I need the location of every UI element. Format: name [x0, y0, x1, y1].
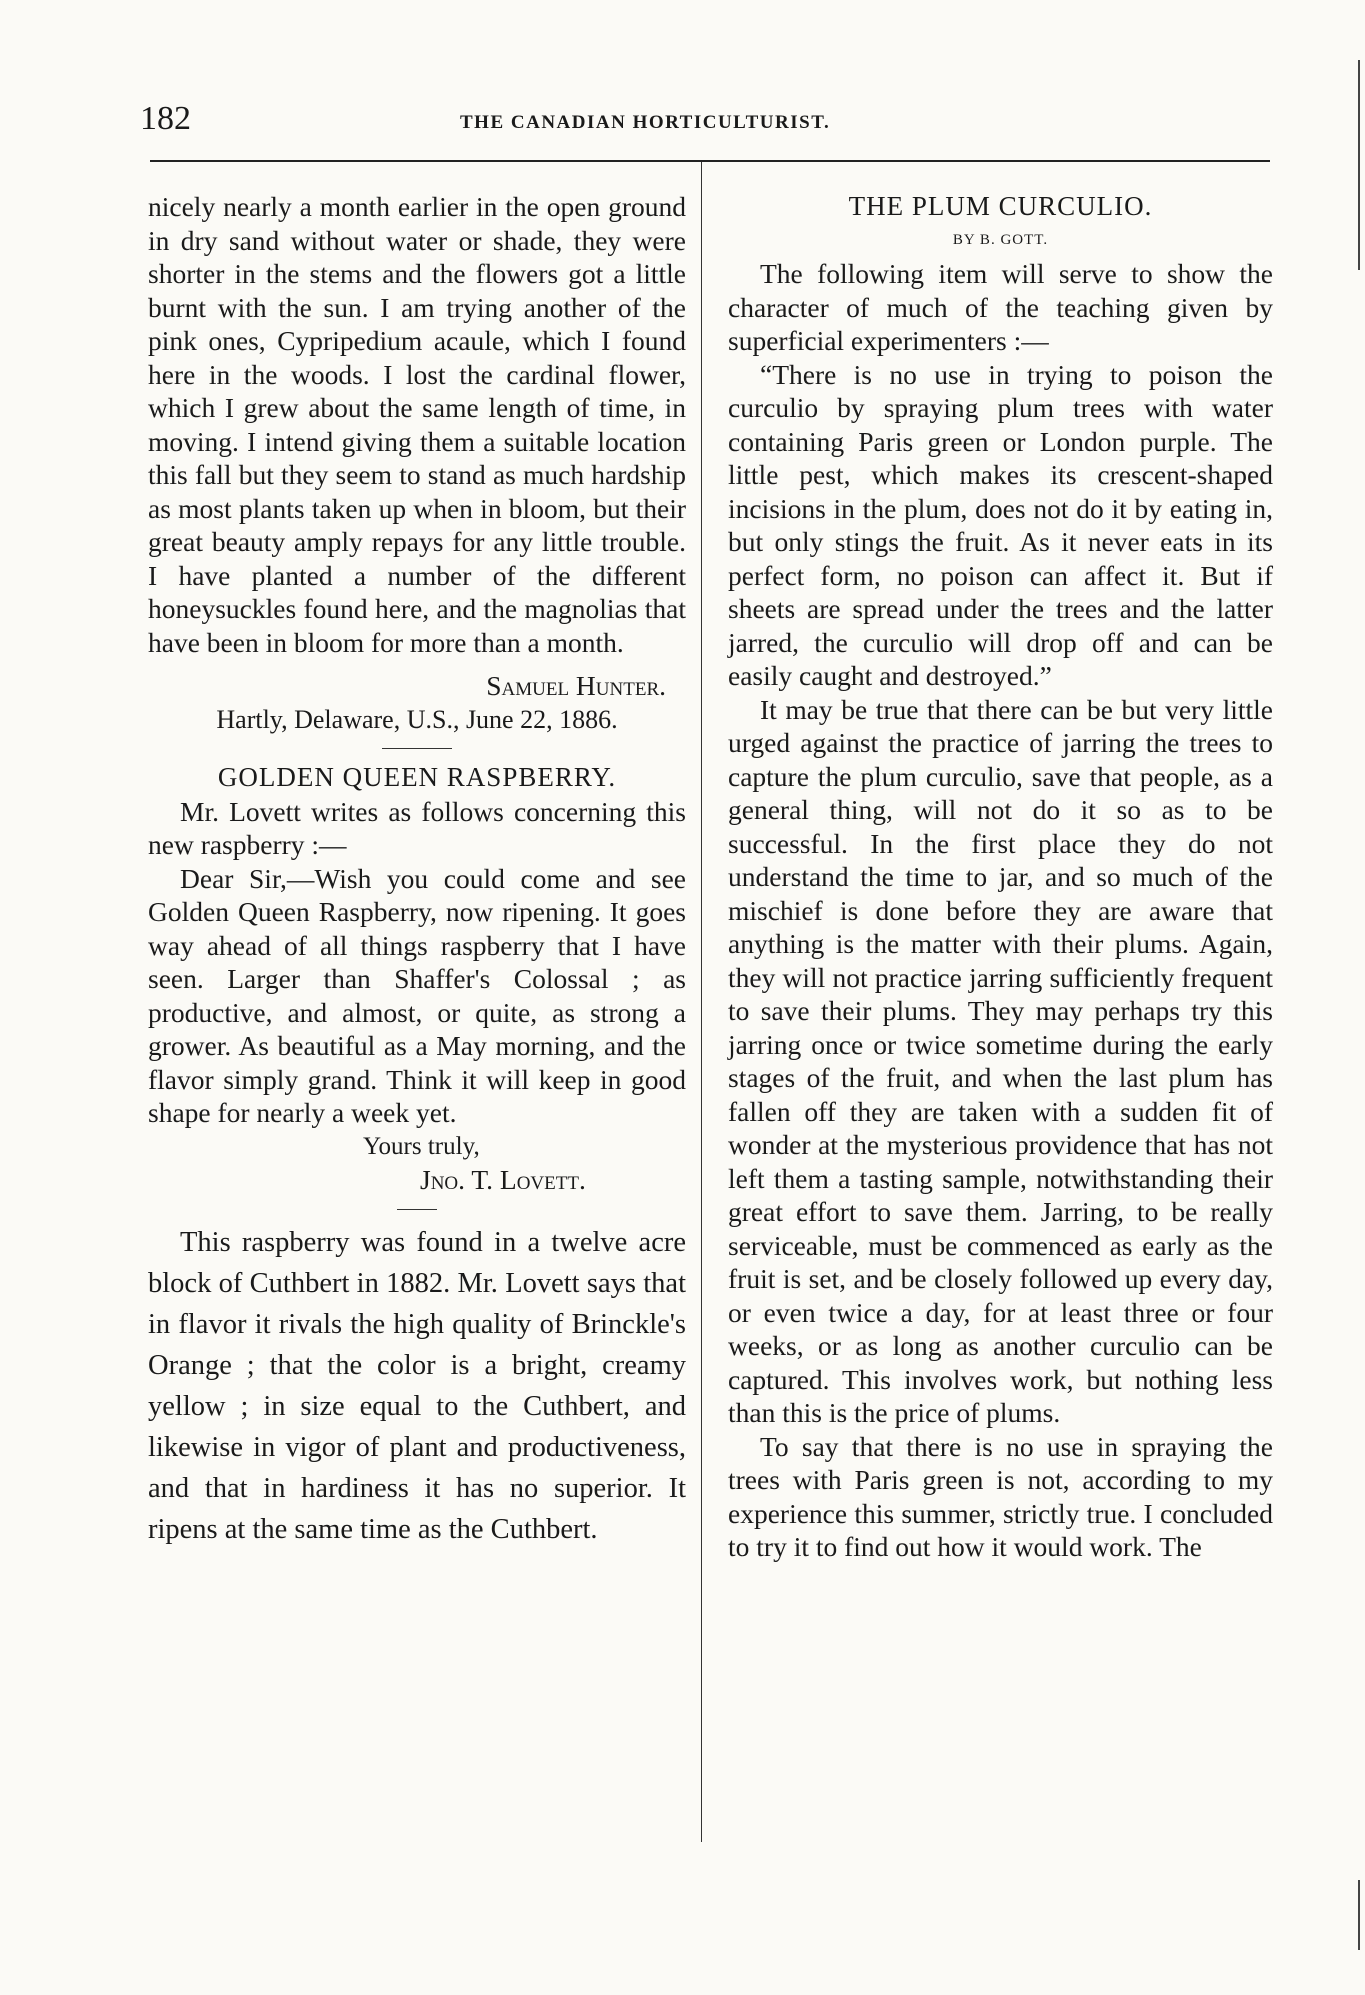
author-signature: Samuel Hunter. [486, 670, 666, 701]
paragraph: This raspberry was found in a twelve acre block of Cuthbert in 1882. Mr. Lovett says that in flavor it rivals the high quality of Brinckle's Orange ; that the color is a bright, creamy yellow ; in size equal to the Cuthbert, and likewise in vigor of plant and productiveness, and that in hardiness it has no superior. It ripens at the same time as the Cuthbert. [148, 1226, 686, 1545]
letter-signature: Jno. T. Lovett. [420, 1164, 586, 1195]
letter-body: Dear Sir,—Wish you could come and see Golden Queen Raspberry, now ripening. It goes way ahead of all things raspberry that I have seen. Larger than Shaffer's Colossal ; as productive, and almost, or quite, as strong a grower. As beautiful as a May morning, and the flavor simply grand. Think it will keep in good shape for nearly a week yet. [148, 862, 686, 1128]
section-rule [382, 748, 452, 749]
header-rule [150, 160, 1270, 162]
paragraph: To say that there is no use in spraying the trees with Paris green is not, according to my experience this summer, strictly true. I concluded to try it to find out how it would work. The [728, 1430, 1273, 1562]
paragraph: Mr. Lovett writes as follows concerning this new raspberry :— [148, 795, 686, 860]
running-title: THE CANADIAN HORTICULTURIST. [460, 112, 831, 133]
article-heading: THE PLUM CURCULIO. [848, 191, 1153, 221]
place-date-line: Hartly, Delaware, U.S., June 22, 1886. [216, 704, 618, 734]
paragraph: It may be true that there can be but very little urged against the practice of jarring the trees to capture the plum curculio, save that people, as a general thing, will not do it so as to be successful. In the first place they do not understand the time to jar, and so much of the mischief is done before they are aware that anything is the matter with their plums. Again, they will not practice jarring sufficiently frequent to save their plums. They may perhaps try this jarring once or twice sometime during the early stages of the fruit, and when the last plum has fallen off they are taken with a sudden fit of wonder at the mysterious providence that has not left them a tasting sample, notwithstanding their great effort to save them. Jarring, to be really serviceable, must be commenced as early as the fruit is set, and be closely followed up every day, or even twice a day, for at least three or four weeks, or as long as another curculio can be captured. This involves work, but nothing less than this is the price of plums. [728, 693, 1273, 1428]
paragraph: nicely nearly a month earlier in the open ground in dry sand without water or shade, they were shorter in the stems and the flowers got a little burnt with the sun. I am trying another of the pink ones, Cypripedium acaule, which I found here in the woods. I lost the cardinal flower, which I grew about the same length of time, in moving. I intend giving them a suitable location this fall but they seem to stand as much hardship as most plants taken up when in bloom, but their great beauty amply repays for any little trouble. I have planted a number of the different honeysuckles found here, and the magnolias that have been in bloom for more than a month. [148, 191, 686, 658]
section-rule [397, 1209, 437, 1210]
paragraph: The following item will serve to show the character of much of the teaching given by superficial experimenters :— [728, 258, 1273, 356]
scan-edge-mark [1358, 1880, 1360, 1950]
scan-edge-mark [1358, 60, 1360, 270]
quoted-passage: “There is no use in trying to poison the curculio by spraying plum trees with water containing Paris green or London purple. The little pest, which makes its crescent-shaped incisions in the plum, does not do it by eating in, but only stings the fruit. As it never eats in its perfect form, no poison can affect it. But if sheets are spread under the trees and the latter jarred, the curculio will drop off and can be easily caught and destroyed.” [728, 358, 1273, 691]
page-number: 182 [140, 100, 191, 137]
left-column [148, 190, 686, 1550]
page-header [140, 100, 1270, 150]
right-column [728, 190, 1273, 1564]
letter-closing: Yours truly, [363, 1132, 480, 1160]
article-byline: BY B. GOTT. [952, 231, 1049, 248]
column-divider [701, 162, 702, 1842]
article-heading: GOLDEN QUEEN RASPBERRY. [217, 762, 617, 792]
